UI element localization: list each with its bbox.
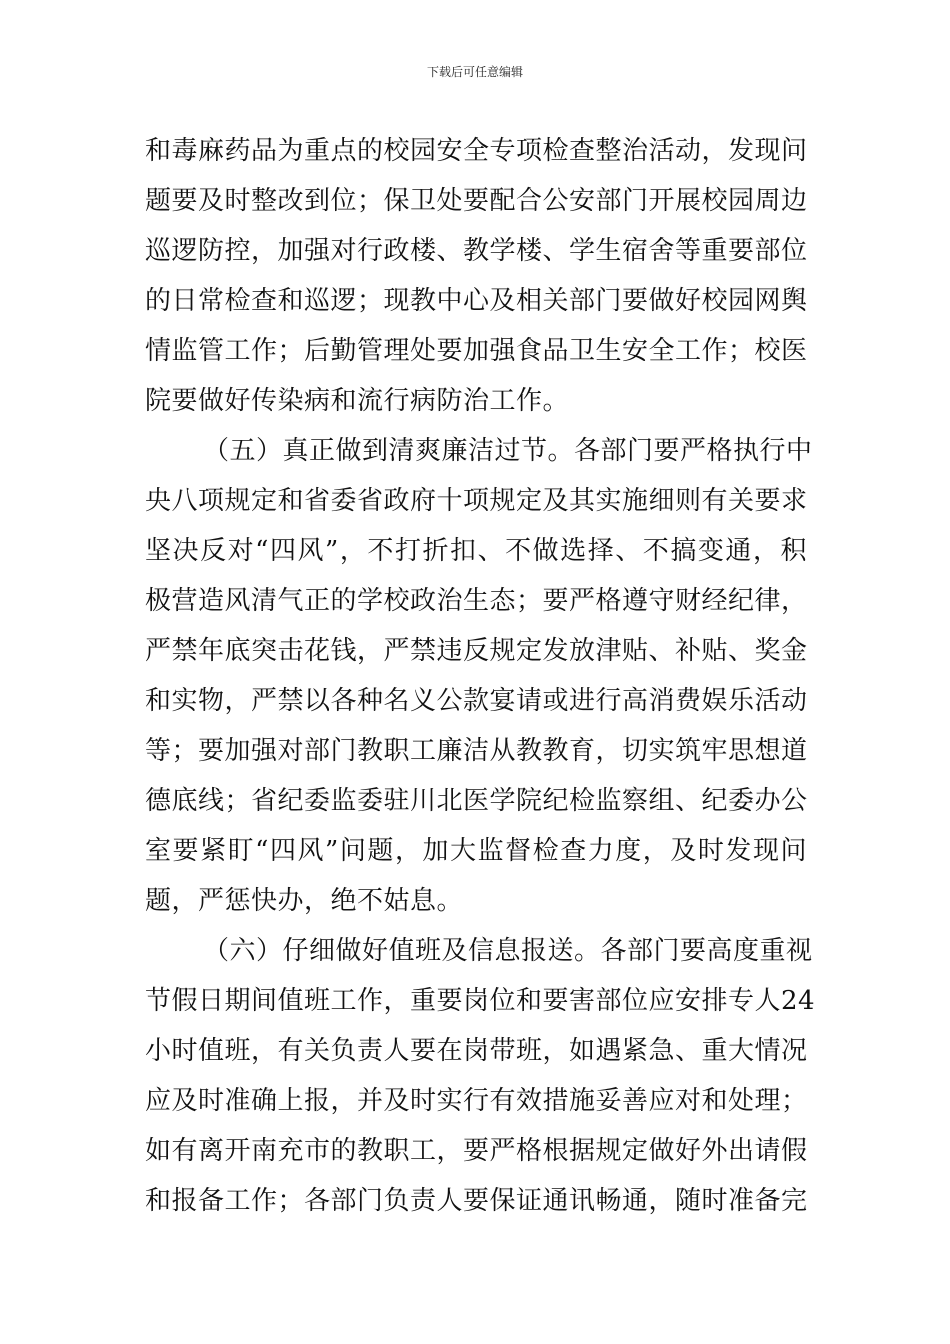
paragraph-five-clean-festival: [145, 426, 813, 926]
text-line: 和报备工作；各部门负责人要保证通讯畅通，随时准备完: [145, 1186, 808, 1216]
text-line: 巡逻防控，加强对行政楼、教学楼、学生宿舍等重要部位: [145, 236, 808, 266]
text-line: 和实物，严禁以各种名义公款宴请或进行高消费娱乐活动: [145, 686, 808, 716]
text-line: 院要做好传染病和流行病防治工作。: [145, 386, 570, 416]
text-line: 等；要加强对部门教职工廉洁从教教育，切实筑牢思想道: [145, 736, 808, 766]
text-line: 和毒麻药品为重点的校园安全专项检查整治活动，发现问: [145, 136, 808, 166]
paragraph-six-duty: [145, 926, 816, 1226]
text-line: 情监管工作；后勤管理处要加强食品卫生安全工作；校医: [145, 336, 808, 366]
paragraph-safety: [145, 126, 807, 426]
text-line: 小时值班，有关负责人要在岗带班，如遇紧急、重大情况: [145, 1036, 808, 1066]
text-line: 德底线；省纪委监委驻川北医学院纪检监察组、纪委办公: [145, 786, 808, 816]
text-line: 节假日期间值班工作，重要岗位和要害部位应安排专人24: [145, 986, 816, 1016]
text-line: （五）真正做到清爽廉洁过节。各部门要严格执行中: [203, 436, 813, 466]
text-line: 如有离开南充市的教职工，要严格根据规定做好外出请假: [145, 1136, 808, 1166]
text-line: 题，严惩快办，绝不姑息。: [145, 886, 464, 916]
text-line: 坚决反对“四风”，不打折扣、不做选择、不搞变通，积: [145, 536, 807, 566]
text-line: 题要及时整改到位；保卫处要配合公安部门开展校园周边: [145, 186, 808, 216]
text-line: （六）仔细做好值班及信息报送。各部门要高度重视: [203, 936, 813, 966]
text-line: 央八项规定和省委省政府十项规定及其实施细则有关要求: [145, 486, 808, 516]
document-body: [145, 126, 816, 1226]
text-line: 的日常检查和巡逻；现教中心及相关部门要做好校园网舆: [145, 286, 808, 316]
text-line: 应及时准确上报，并及时实行有效措施妥善应对和处理；: [145, 1086, 808, 1116]
text-line: 极营造风清气正的学校政治生态；要严格遵守财经纪律，: [145, 586, 808, 616]
text-line: 室要紧盯“四风”问题，加大监督检查力度，及时发现问: [145, 836, 807, 866]
page-header: 下载后可任意编辑: [426, 65, 523, 79]
text-line: 严禁年底突击花钱，严禁违反规定发放津贴、补贴、奖金: [145, 636, 808, 666]
